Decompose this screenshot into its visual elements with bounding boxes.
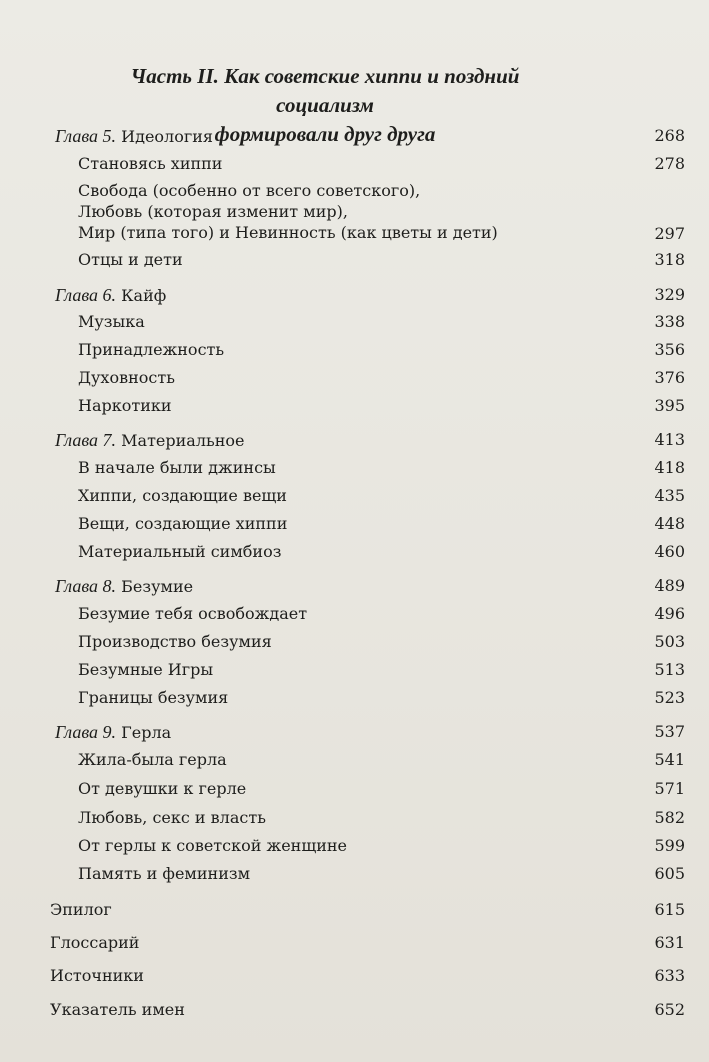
chapter-number: Глава 5. — [55, 126, 117, 146]
entry-title: Эпилог — [50, 900, 112, 919]
section-title-line-3: Мир (типа того) и Невинность (как цветы и дети) — [78, 223, 498, 242]
page-number: 582 — [654, 808, 685, 827]
section-title: Наркотики — [78, 396, 172, 415]
page-number: 496 — [654, 604, 685, 623]
section-title: Материальный симбиоз — [78, 542, 282, 561]
section-title: Любовь, секс и власть — [78, 808, 266, 827]
section-title: Производство безумия — [78, 632, 272, 651]
section-title: Хиппи, создающие вещи — [78, 486, 287, 505]
page-number: 631 — [654, 933, 685, 952]
page-number: 329 — [654, 285, 685, 304]
page-number: 413 — [654, 430, 685, 449]
page-number: 395 — [654, 396, 685, 415]
section-title: Безумные Игры — [78, 660, 214, 679]
page-number: 268 — [654, 126, 685, 145]
section-title: В начале были джинсы — [78, 458, 276, 477]
page-number: 633 — [654, 966, 685, 985]
part-title-line-2: формировали друг друга — [214, 122, 436, 146]
chapter-title: Идеология — [121, 127, 213, 146]
section-title: Безумие тебя освобождает — [78, 604, 308, 623]
page-number: 615 — [654, 900, 685, 919]
page-number: 418 — [654, 458, 685, 477]
chapter-number: Глава 7. — [55, 430, 117, 450]
page-number: 356 — [654, 340, 685, 359]
page-number: 278 — [654, 154, 685, 173]
page-number: 599 — [654, 836, 685, 855]
part-title-line-1: Часть II. Как советские хиппи и поздний социализм — [130, 64, 520, 117]
page-number: 537 — [654, 722, 685, 741]
page-number: 503 — [654, 632, 685, 651]
page-number: 523 — [654, 688, 685, 707]
chapter-title: Материальное — [121, 431, 245, 450]
chapter-title: Безумие — [121, 577, 194, 596]
page-number: 513 — [654, 660, 685, 679]
chapter-number: Глава 9. — [55, 722, 117, 742]
section-title: Жила-была герла — [78, 750, 227, 769]
chapter-number: Глава 6. — [55, 285, 117, 305]
chapter-title: Герла — [121, 723, 172, 742]
page-number: 652 — [654, 1000, 685, 1019]
section-title: Духовность — [78, 368, 175, 387]
page-number: 435 — [654, 486, 685, 505]
section-title: Отцы и дети — [78, 250, 183, 269]
page-number: 571 — [654, 779, 685, 798]
section-title: Границы безумия — [78, 688, 229, 707]
entry-title: Источники — [50, 966, 144, 985]
section-title: Музыка — [78, 312, 145, 331]
section-title: Память и феминизм — [78, 864, 251, 883]
chapter-title: Кайф — [121, 286, 167, 305]
section-title: Становясь хиппи — [78, 154, 223, 173]
chapter-number: Глава 8. — [55, 576, 117, 596]
page-number: 338 — [654, 312, 685, 331]
page-number: 297 — [654, 224, 685, 243]
section-title-line-2: Любовь (которая изменит мир), — [78, 202, 348, 221]
section-title-line-1: Свобода (особенно от всего советского), — [78, 181, 421, 200]
section-title: Вещи, создающие хиппи — [78, 514, 288, 533]
page-number: 376 — [654, 368, 685, 387]
entry-title: Указатель имен — [50, 1000, 185, 1019]
section-title: Принадлежность — [78, 340, 225, 359]
entry-title: Глоссарий — [50, 933, 140, 952]
page-number: 605 — [654, 864, 685, 883]
page-number: 460 — [654, 542, 685, 561]
page-number: 318 — [654, 250, 685, 269]
page-number: 489 — [654, 576, 685, 595]
section-title: От девушки к герле — [78, 779, 247, 798]
section-title: От герлы к советской женщине — [78, 836, 348, 855]
page-number: 448 — [654, 514, 685, 533]
page-number: 541 — [654, 750, 685, 769]
